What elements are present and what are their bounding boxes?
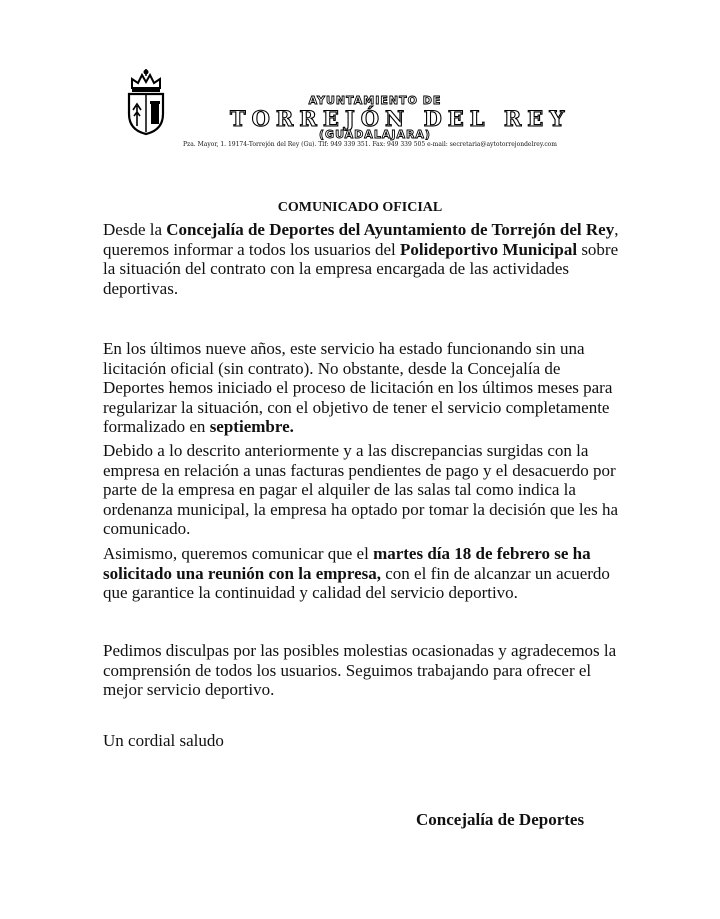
text-run: sobre la situación del contrato con la empresa encargada de las actividades deportivas. (103, 239, 619, 298)
coat-of-arms-icon (122, 68, 170, 136)
paragraph-history (103, 339, 623, 437)
bold-run: Concejalía de Deportes del Ayuntamiento de Torrejón del Rey (166, 220, 615, 239)
text-run: En los últimos nueve años, este servicio ha estado funcionando sin una licitación oficial (sin contrato). No obstante, desde la Concejalía de Deportes hemos iniciado el proceso de licitación en los últimos meses para regularizar la situación, con el objetivo de tener el servicio completamente formalizado en (103, 339, 613, 436)
text-run: , queremos informar a todos los usuarios del (103, 220, 619, 259)
paragraph-intro (103, 220, 623, 298)
text-run: Debido a lo descrito anteriormente y a las discrepancias surgidas con la empresa en relación a unas facturas pendientes de pago y el desacuerdo por parte de la empresa en pagar el alquiler de las salas tal como indica la ordenanza municipal, la empresa ha optado por tomar la decisión que les ha comunicado. (103, 441, 619, 538)
org-name-line2: TORREJÓN DEL REY (230, 106, 571, 131)
bold-run: Polideportivo Municipal (399, 239, 578, 259)
text-run: Pedimos disculpas por las posibles molestias ocasionadas y agradecemos la comprensión de todos los usuarios. Seguimos trabajando para ofrecer el mejor servicio deportivo. (103, 641, 617, 699)
paragraph-apology (103, 641, 623, 700)
text-run: con el fin de alcanzar un acuerdo que garantice la continuidad y calidad del servicio deportivo. (103, 563, 610, 602)
closing-line: Un cordial saludo (103, 731, 224, 750)
bold-run: septiembre. (209, 417, 294, 436)
paragraph-meeting (103, 544, 623, 603)
org-address: Pza. Mayor, 1. 19174-Torrejón del Rey (Gu). Tlf: 949 339 351. Fax: 949 339 505 e-mail: secretaria@aytotorrejondelrey.com (183, 141, 557, 148)
text-run: Desde la (103, 220, 167, 239)
text-run: Asimismo, queremos comunicar que el (103, 544, 374, 563)
document-title: COMUNICADO OFICIAL (277, 200, 443, 215)
signature: Concejalía de Deportes (416, 810, 585, 829)
letterhead (122, 68, 571, 152)
org-name-line1: AYUNTAMIENTO DE (308, 94, 442, 107)
org-name-line3: (GUADALAJARA) (319, 128, 431, 141)
bold-run: martes día 18 de febrero se ha solicitado una reunión con la empresa, (103, 544, 591, 583)
paragraph-reasons (103, 441, 623, 539)
